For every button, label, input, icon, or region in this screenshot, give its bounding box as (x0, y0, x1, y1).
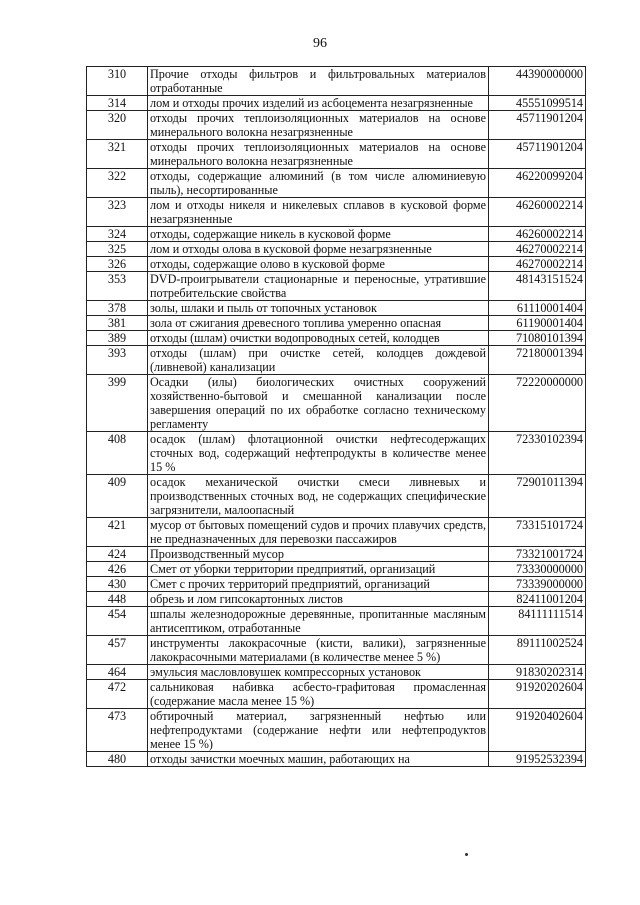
waste-code: 72901011394 (489, 475, 586, 518)
waste-code: 45551099514 (489, 96, 586, 111)
row-number: 473 (87, 709, 148, 752)
waste-description: Осадки (илы) биологических очистных сооружений хозяйственно-бытовой и смешанной канализации после завершения операций по их обработке согласно техническому регламенту (148, 375, 489, 432)
waste-description: отходы, содержащие олово в кусковой форме (148, 257, 489, 272)
row-number: 426 (87, 562, 148, 577)
table-row (87, 665, 586, 680)
waste-code: 73330000000 (489, 562, 586, 577)
row-number: 326 (87, 257, 148, 272)
table-row (87, 169, 586, 198)
waste-description: сальниковая набивка асбесто-графитовая промасленная (содержание масла менее 15 %) (148, 680, 489, 709)
waste-description: Производственный мусор (148, 547, 489, 562)
row-number: 381 (87, 316, 148, 331)
row-number: 480 (87, 752, 148, 767)
waste-code: 89111002524 (489, 636, 586, 665)
row-number: 323 (87, 198, 148, 227)
table-row (87, 752, 586, 767)
waste-description: отходы прочих теплоизоляционных материалов на основе минерального волокна незагрязненные (148, 140, 489, 169)
row-number: 314 (87, 96, 148, 111)
waste-description: мусор от бытовых помещений судов и прочих плавучих средств, не предназначенных для перевозки пассажиров (148, 518, 489, 547)
waste-code: 48143151524 (489, 272, 586, 301)
row-number: 457 (87, 636, 148, 665)
row-number: 408 (87, 432, 148, 475)
waste-code: 46270002214 (489, 257, 586, 272)
row-number: 472 (87, 680, 148, 709)
waste-code: 46260002214 (489, 227, 586, 242)
table-row (87, 562, 586, 577)
row-number: 322 (87, 169, 148, 198)
table-row (87, 577, 586, 592)
waste-description: DVD-проигрыватели стационарные и переносные, утратившие потребительские свойства (148, 272, 489, 301)
waste-code: 46220099204 (489, 169, 586, 198)
waste-code: 72330102394 (489, 432, 586, 475)
row-number: 448 (87, 592, 148, 607)
row-number: 409 (87, 475, 148, 518)
row-number: 321 (87, 140, 148, 169)
table-row (87, 96, 586, 111)
table-body (87, 67, 586, 767)
waste-description: отходы зачистки моечных машин, работающих на (148, 752, 489, 767)
table-row (87, 432, 586, 475)
row-number: 389 (87, 331, 148, 346)
waste-description: отходы, содержащие алюминий (в том числе алюминиевую пыль), несортированные (148, 169, 489, 198)
waste-description: осадок механической очистки смеси ливневых и производственных сточных вод, не содержащих специфические загрязнители, малоопасный (148, 475, 489, 518)
scan-speck (465, 853, 468, 856)
table-row (87, 301, 586, 316)
row-number: 430 (87, 577, 148, 592)
waste-code: 72180001394 (489, 346, 586, 375)
waste-code: 91952532394 (489, 752, 586, 767)
row-number: 454 (87, 607, 148, 636)
waste-description: Смет от уборки территории предприятий, организаций (148, 562, 489, 577)
waste-description: отходы, содержащие никель в кусковой форме (148, 227, 489, 242)
waste-description: осадок (шлам) флотационной очистки нефтесодержащих сточных вод, содержащий нефтепродукты в количестве менее 15 % (148, 432, 489, 475)
waste-description: лом и отходы прочих изделий из асбоцемента незагрязненные (148, 96, 489, 111)
waste-code: 91830202314 (489, 665, 586, 680)
table-row (87, 346, 586, 375)
table-row (87, 67, 586, 96)
row-number: 310 (87, 67, 148, 96)
waste-code: 44390000000 (489, 67, 586, 96)
row-number: 320 (87, 111, 148, 140)
waste-description: Смет с прочих территорий предприятий, организаций (148, 577, 489, 592)
table-row (87, 257, 586, 272)
waste-code: 61110001404 (489, 301, 586, 316)
waste-description: лом и отходы олова в кусковой форме незагрязненные (148, 242, 489, 257)
waste-description: обтирочный материал, загрязненный нефтью или нефтепродуктами (содержание нефти или нефтепродуктов менее 15 %) (148, 709, 489, 752)
table-row (87, 140, 586, 169)
row-number: 424 (87, 547, 148, 562)
waste-code: 73321001724 (489, 547, 586, 562)
table-row (87, 111, 586, 140)
page-number: 96 (313, 36, 327, 51)
table-row (87, 592, 586, 607)
table-row (87, 547, 586, 562)
waste-code: 45711901204 (489, 140, 586, 169)
waste-description: зола от сжигания древесного топлива умеренно опасная (148, 316, 489, 331)
waste-code: 73339000000 (489, 577, 586, 592)
row-number: 324 (87, 227, 148, 242)
waste-description: эмульсия масловловушек компрессорных установок (148, 665, 489, 680)
waste-code: 71080101394 (489, 331, 586, 346)
row-number: 378 (87, 301, 148, 316)
table-row (87, 316, 586, 331)
row-number: 325 (87, 242, 148, 257)
table-row (87, 272, 586, 301)
waste-code: 91920402604 (489, 709, 586, 752)
table-row (87, 709, 586, 752)
waste-code-table (86, 66, 586, 767)
row-number: 399 (87, 375, 148, 432)
waste-description: шпалы железнодорожные деревянные, пропитанные масляным антисептиком, отработанные (148, 607, 489, 636)
waste-description: золы, шлаки и пыль от топочных установок (148, 301, 489, 316)
waste-code: 72220000000 (489, 375, 586, 432)
waste-description: отходы прочих теплоизоляционных материалов на основе минерального волокна незагрязненные (148, 111, 489, 140)
waste-code: 82411001204 (489, 592, 586, 607)
row-number: 353 (87, 272, 148, 301)
table-row (87, 375, 586, 432)
waste-code: 46260002214 (489, 198, 586, 227)
waste-code: 61190001404 (489, 316, 586, 331)
table-row (87, 475, 586, 518)
waste-description: лом и отходы никеля и никелевых сплавов в кусковой форме незагрязненные (148, 198, 489, 227)
row-number: 464 (87, 665, 148, 680)
table-row (87, 636, 586, 665)
waste-code: 46270002214 (489, 242, 586, 257)
waste-code: 45711901204 (489, 111, 586, 140)
waste-description: отходы (шлам) очистки водопроводных сетей, колодцев (148, 331, 489, 346)
waste-description: инструменты лакокрасочные (кисти, валики), загрязненные лакокрасочными материалами (в количестве менее 5 %) (148, 636, 489, 665)
row-number: 421 (87, 518, 148, 547)
waste-code: 84111111514 (489, 607, 586, 636)
waste-description: обрезь и лом гипсокартонных листов (148, 592, 489, 607)
table-row (87, 331, 586, 346)
table-row (87, 518, 586, 547)
waste-description: Прочие отходы фильтров и фильтровальных материалов отработанные (148, 67, 489, 96)
table-row (87, 680, 586, 709)
table-row (87, 227, 586, 242)
table-row (87, 607, 586, 636)
table-row (87, 242, 586, 257)
waste-code: 73315101724 (489, 518, 586, 547)
waste-code: 91920202604 (489, 680, 586, 709)
table-row (87, 198, 586, 227)
waste-description: отходы (шлам) при очистке сетей, колодцев дождевой (ливневой) канализации (148, 346, 489, 375)
row-number: 393 (87, 346, 148, 375)
